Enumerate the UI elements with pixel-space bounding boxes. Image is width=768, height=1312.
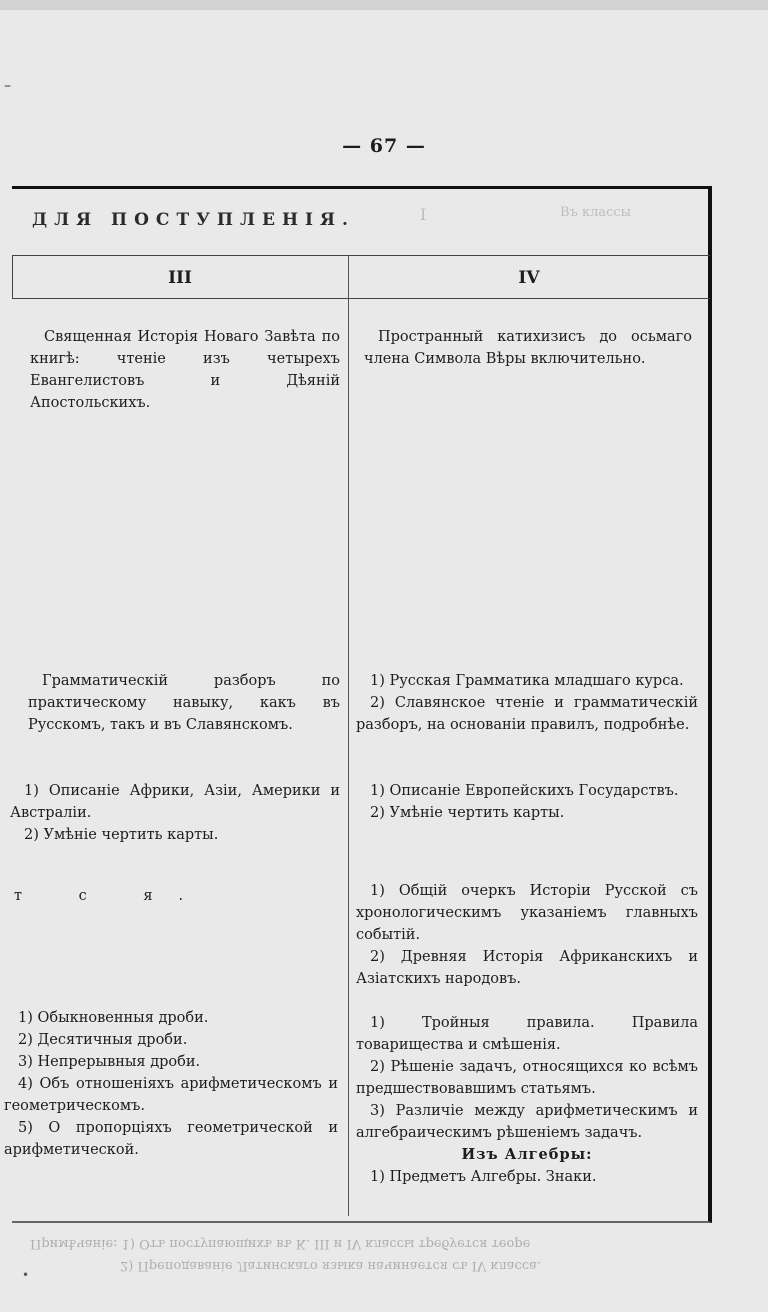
col-iv-geography: 1) Описаніе Европейскихъ Государствъ. 2) Умѣніе чертить карты. [370,783,679,821]
bleed-through-footnote [0,1236,768,1286]
header-rule-top [12,255,710,256]
col-iii-arithmetic: 1) Обыкновенныя дроби. 2) Десятичныя дроби. 3) Непрерывныя дроби. 4) Объ отношеніяхъ арифметическомъ и геометрическомъ. 5) О пропорціяхъ геометрической и арифметической. [4,1010,338,1158]
ink-dot: • [22,1268,30,1282]
col-iv-history: 1) Общій очеркъ Исторіи Русской съ хронологическимъ указаніемъ главныхъ событій. 2) Древняя Исторія Африканскихъ и Азіатскихъ народовъ. [356,883,698,987]
algebra-heading: Изъ Алгебры: [461,1146,593,1163]
col-iv-grammar: 1) Русская Грамматика младшаго курса. 2) Славянское чтеніе и грамматическій разборъ, на основаніи правилъ, подробнѣе. [356,673,698,733]
column-header-iii: III [168,268,192,288]
bleed-header-text: Въ классы [560,205,631,220]
col-iii-history: т с я. [14,888,210,904]
bleed-roman-numeral: I [420,205,427,224]
header-rule-bottom [12,298,710,299]
page-number: — 67 — [342,135,426,157]
col-iii-religion: Священная Исторія Новаго Завѣта по книгѣ: чтеніе изъ четырехъ Евангелистовъ и Дѣяній Апостольскихъ. [30,329,340,411]
section-title: ДЛЯ ПОСТУПЛЕНІЯ. [32,210,355,230]
col-iii-grammar: Грамматическій разборъ по практическому навыку, какъ въ Русскомъ, такъ и въ Славянскомъ. [28,673,340,733]
bleed-footnote-line-1: Примѣчаніе: 1) Отъ поступающихъ въ К. III и IV классы требуется теоре [30,1236,531,1251]
bleed-footnote-line-2: 2) Преподаваніе Латинскаго языка начинается съ IV класса. [120,1258,541,1273]
column-header-iv: IV [518,268,540,288]
column-divider [348,256,349,1216]
col-iv-arithmetic: 1) Тройныя правила. Правила товарищества и смѣшенія. 2) Рѣшеніе задачъ, относящихся ко всѣмъ предшествовавшимъ статьямъ. 3) Различіе между арифметическимъ и алгебраическимъ рѣшеніемъ задачъ. Изъ Алгебры: 1) Предметъ Алгебры. Знаки. [356,1015,698,1185]
margin-mark: – [4,78,11,94]
col-iv-religion: Пространный катихизисъ до осьмаго члена Символа Вѣры включительно. [364,329,692,367]
scan-top-edge [0,0,768,10]
col-iii-geography: 1) Описаніе Африки, Азіи, Америки и Австраліи. 2) Умѣніе чертить карты. [10,783,340,843]
